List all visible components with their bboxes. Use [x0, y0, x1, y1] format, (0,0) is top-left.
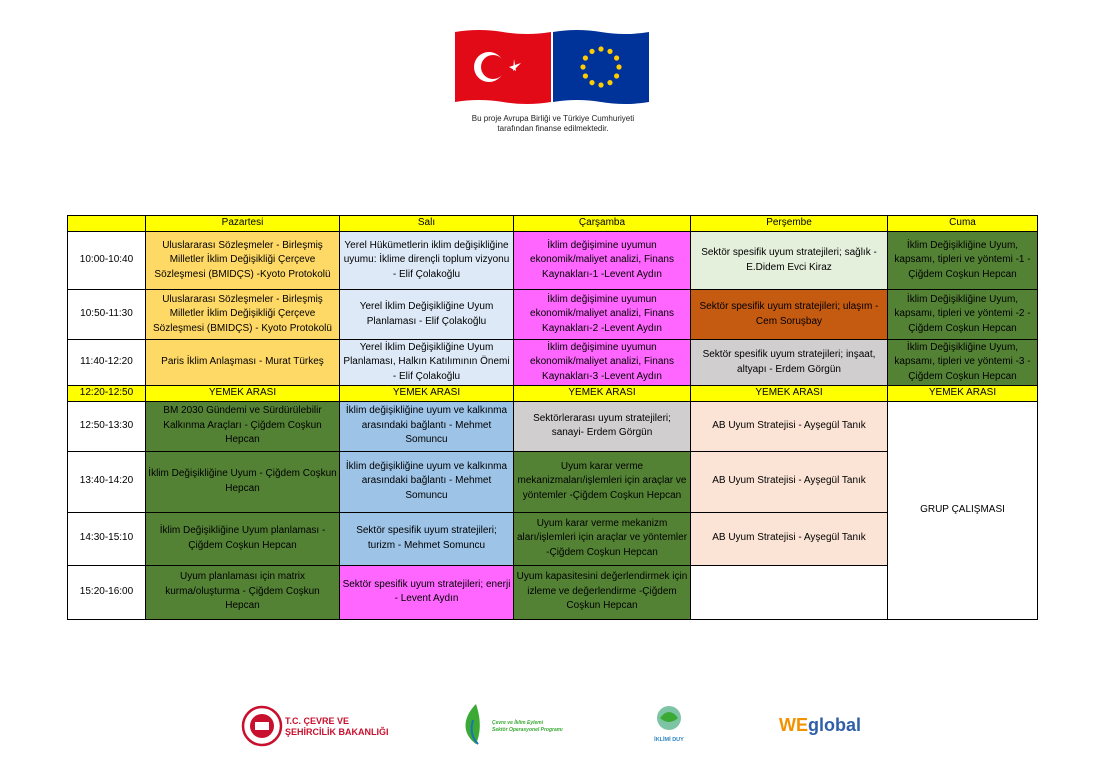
session-cell: Uyum planlaması için matrix kurma/oluşturma - Çiğdem Coşkun Hepcan — [146, 565, 340, 619]
lunch-cell: YEMEK ARASI — [691, 386, 888, 402]
session-cell: İklim değişimine uyumun ekonomik/maliyet analizi, Finans Kaynakları-1 -Levent Aydın — [514, 232, 691, 290]
session-cell: İklim değişimine uyumun ekonomik/maliyet analizi, Finans Kaynakları-3 -Levent Aydın — [514, 340, 691, 386]
ministry-logo — [243, 707, 389, 745]
schedule-row — [68, 290, 1038, 340]
weglobal-global: global — [808, 715, 861, 735]
time-slot: 13:40-14:20 — [68, 451, 146, 512]
session-cell: İklim Değişikliğine Uyum - Çiğdem Coşkun Hepcan — [146, 451, 340, 512]
session-cell: BM 2030 Gündemi ve Sürdürülebilir Kalkınma Araçları - Çiğdem Coşkun Hepcan — [146, 401, 340, 451]
session-cell: Uluslararası Sözleşmeler - Birleşmiş Milletler İklim Değişikliği Çerçeve Sözleşmesi (BMIDÇS) - Kyoto Protokolü — [146, 290, 340, 340]
session-cell-empty — [691, 565, 888, 619]
day-header-wednesday: Çarşamba — [514, 216, 691, 232]
lunch-cell: YEMEK ARASI — [514, 386, 691, 402]
session-cell: Sektör spesifik uyum stratejileri; inşaat, altyapı - Erdem Görgün — [691, 340, 888, 386]
session-cell: Sektör spesifik uyum stratejileri; ulaşım - Cem Soruşbay — [691, 290, 888, 340]
schedule-row — [68, 401, 1038, 451]
session-cell: İklim Değişikliğine Uyum, kapsamı, tipleri ve yöntemi -3 - Çiğdem Coşkun Hepcan — [888, 340, 1038, 386]
session-cell: Sektör spesifik uyum stratejileri; sağlık - E.Didem Evci Kiraz — [691, 232, 888, 290]
ministry-name-line2: ŞEHİRCİLİK BAKANLIĞI — [285, 727, 389, 737]
corner-cell — [68, 216, 146, 232]
session-cell: Uyum karar verme mekanizm aları/işlemleri için araçlar ve yöntemler -Çiğdem Coşkun Hepcan — [514, 512, 691, 565]
time-slot: 14:30-15:10 — [68, 512, 146, 565]
session-cell: İklim değişikliğine uyum ve kalkınma arasındaki bağlantı - Mehmet Somuncu — [340, 451, 514, 512]
day-header-tuesday: Salı — [340, 216, 514, 232]
iklimi-duy-label: İKLİMİ DUY — [654, 737, 684, 743]
day-header-friday: Cuma — [888, 216, 1038, 232]
session-cell: İklim Değişikliğine Uyum planlaması - Çiğdem Coşkun Hepcan — [146, 512, 340, 565]
weglobal-we: WE — [779, 715, 808, 735]
schedule-table — [67, 215, 1038, 620]
lunch-row — [68, 386, 1038, 402]
session-cell: Sektörlerarası uyum stratejileri; sanayi- Erdem Görgün — [514, 401, 691, 451]
group-work-cell: GRUP ÇALIŞMASI — [888, 401, 1038, 619]
programme-name-line1: Çevre ve İklim Eylemi — [492, 720, 544, 726]
time-slot: 15:20-16:00 — [68, 565, 146, 619]
time-slot: 10:00-10:40 — [68, 232, 146, 290]
time-slot: 12:50-13:30 — [68, 401, 146, 451]
funding-line-1: Bu proje Avrupa Birliği ve Türkiye Cumhuriyeti — [471, 114, 635, 123]
session-cell: Sektör spesifik uyum stratejileri; enerji - Levent Aydın — [340, 565, 514, 619]
lunch-cell: YEMEK ARASI — [146, 386, 340, 402]
turkey-flag-icon — [455, 30, 551, 104]
session-cell: AB Uyum Stratejisi - Ayşegül Tanık — [691, 401, 888, 451]
partner-logos — [0, 700, 1106, 750]
session-cell: AB Uyum Stratejisi - Ayşegül Tanık — [691, 451, 888, 512]
programme-name-line2: Sektör Operasyonel Programı — [492, 727, 563, 733]
session-cell: Yerel Hükümetlerin iklim değişikliğine uyumu: İklime dirençli toplum vizyonu - Elif Çolakoğlu — [340, 232, 514, 290]
iklimi-duy-logo — [654, 706, 684, 743]
day-header-monday: Pazartesi — [146, 216, 340, 232]
session-cell: İklim değişikliğine uyum ve kalkınma arasındaki bağlantı - Mehmet Somuncu — [340, 401, 514, 451]
session-cell: İklim Değişikliğine Uyum, kapsamı, tipleri ve yöntemi -2 - Çiğdem Coşkun Hepcan — [888, 290, 1038, 340]
lunch-cell: YEMEK ARASI — [888, 386, 1038, 402]
operational-programme-logo — [466, 704, 564, 744]
session-cell: İklim değişimine uyumun ekonomik/maliyet analizi, Finans Kaynakları-2 -Levent Aydın — [514, 290, 691, 340]
session-cell: Paris İklim Anlaşması - Murat Türkeş — [146, 340, 340, 386]
time-slot: 11:40-12:20 — [68, 340, 146, 386]
session-cell: Yerel İklim Değişikliğine Uyum Planlaması, Halkın Katılımının Önemi - Elif Çolakoğlu — [340, 340, 514, 386]
session-cell: AB Uyum Stratejisi - Ayşegül Tanık — [691, 512, 888, 565]
day-header-row — [68, 216, 1038, 232]
ministry-name-line1: T.C. ÇEVRE VE — [285, 716, 350, 726]
session-cell: Yerel İklim Değişikliğine Uyum Planlaması - Elif Çolakoğlu — [340, 290, 514, 340]
schedule-row — [68, 340, 1038, 386]
lunch-cell: YEMEK ARASI — [340, 386, 514, 402]
weglobal-logo — [779, 715, 861, 735]
session-cell: Uyum kapasitesini değerlendirmek için izleme ve değerlendirme -Çiğdem Coşkun Hepcan — [514, 565, 691, 619]
time-slot: 12:20-12:50 — [68, 386, 146, 402]
funding-line-2: tarafından finanse edilmektedir. — [497, 124, 609, 133]
time-slot: 10:50-11:30 — [68, 290, 146, 340]
funding-statement — [430, 114, 676, 134]
eu-flag-icon — [553, 30, 649, 104]
session-cell: Sektör spesifik uyum stratejileri; turizm - Mehmet Somuncu — [340, 512, 514, 565]
svg-text:WEglobal — [779, 715, 861, 735]
session-cell: Uluslararası Sözleşmeler - Birleşmiş Milletler İklim Değişikliği Çerçeve Sözleşmesi (BMIDÇS) -Kyoto Protokolü — [146, 232, 340, 290]
turkey-eu-flags — [455, 28, 651, 106]
schedule-row — [68, 232, 1038, 290]
session-cell: İklim Değişikliğine Uyum, kapsamı, tipleri ve yöntemi -1 - Çiğdem Coşkun Hepcan — [888, 232, 1038, 290]
session-cell: Uyum karar verme mekanizmaları/işlemleri için araçlar ve yöntemler -Çiğdem Coşkun Hepcan — [514, 451, 691, 512]
day-header-thursday: Perşembe — [691, 216, 888, 232]
